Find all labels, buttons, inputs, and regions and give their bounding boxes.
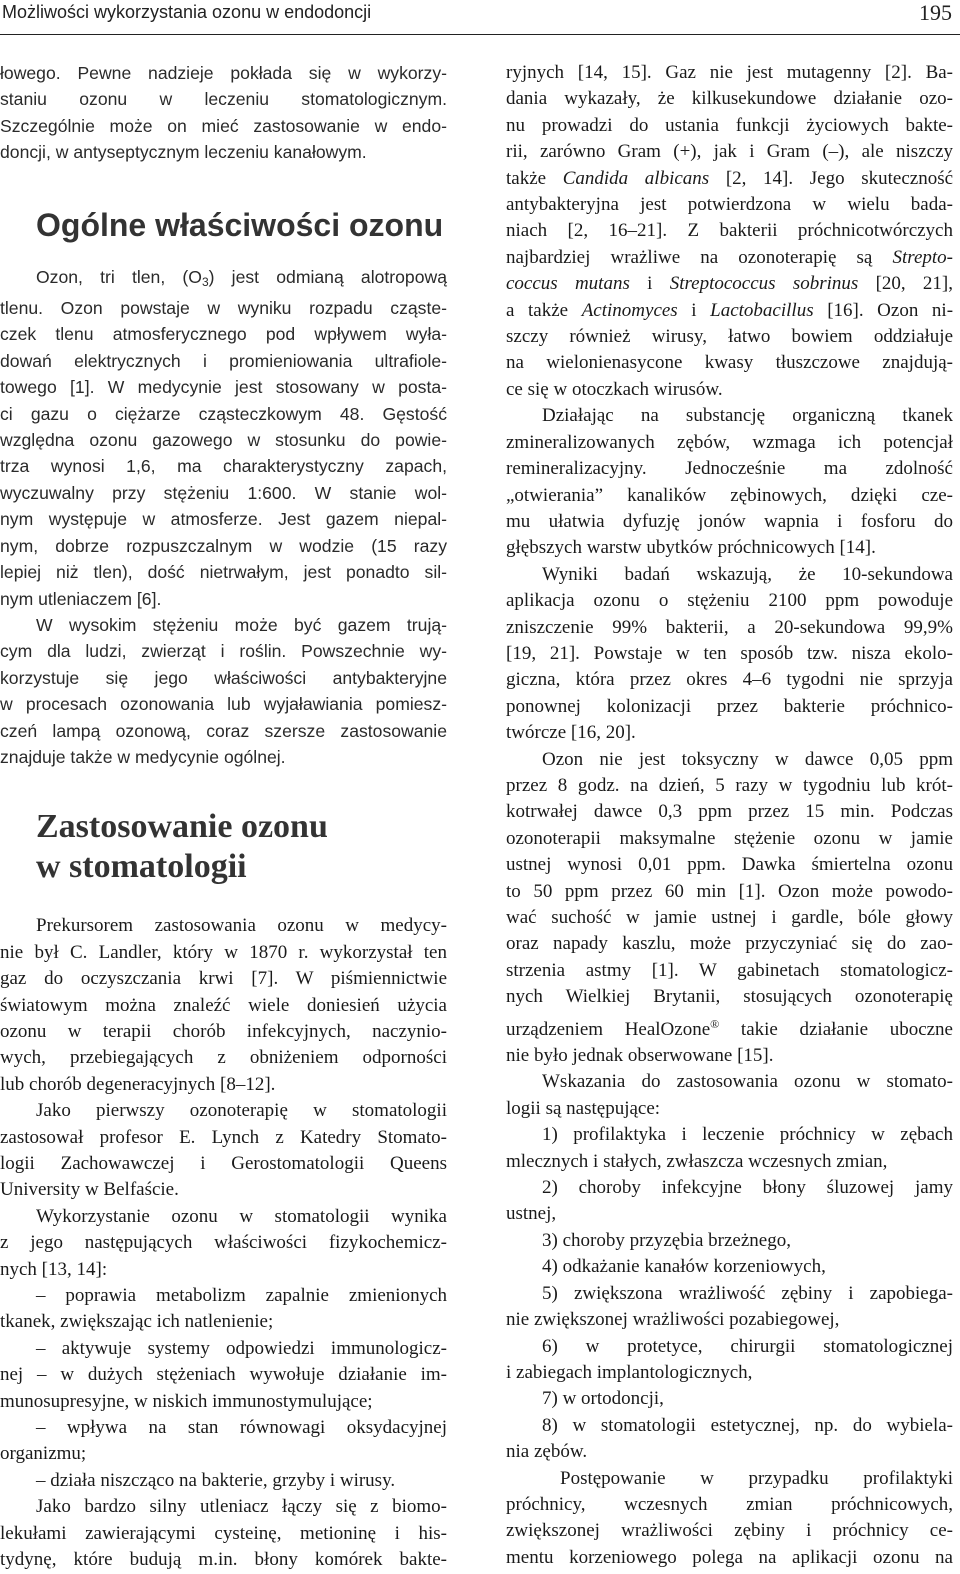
text-line: 3) choroby przyzębia brzeżnego, <box>542 1229 791 1251</box>
running-header <box>0 0 960 35</box>
text-line: organizmu; <box>0 1443 87 1465</box>
list-item <box>506 1122 953 1175</box>
page-number: 195 <box>919 0 952 25</box>
text-fragment: takie działanie uboczne <box>719 1018 953 1040</box>
text-line: ozonoterapii maksymalne stężenie ozonu w jamie <box>506 827 953 849</box>
text-line: mentu korzeniowego polega na aplikacji ozonu na <box>506 1546 953 1568</box>
antibacterial-paragraph <box>506 60 953 403</box>
text-line: zniszczenie 99% bakterii, a 20-sekundowa 99,9% <box>506 616 953 638</box>
text-line: to 50 ppm przez 60 min [1]. Ozon może powodo- <box>506 880 953 902</box>
text-line: dowań elektrycznych i promieniowania ultrafiole- <box>0 350 447 371</box>
text-line: rii, zarówno Gram (+), jak i Gram (–), ale niszczy <box>506 141 953 163</box>
text-line: 2) choroby infekcyjne błony śluzowej jamy <box>542 1177 953 1199</box>
text-line: wych, przebiegających z obniżeniem odporności <box>0 1047 447 1069</box>
text-line: ozonu w terapii chorób infekcyjnych, naczynio- <box>0 1020 447 1042</box>
text-line <box>506 166 953 192</box>
text-fragment: i <box>629 273 670 295</box>
text-line: cym dla ludzi, zwierząt i roślin. Powszechnie wy- <box>0 641 447 662</box>
text-line: ci gazu o ciężarze cząsteczkowym 48. Gęstość <box>0 403 447 424</box>
text-line: oraz napady kaszlu, może przyczyniać się do zao- <box>506 933 953 955</box>
text-line: twórcze [16, 20]. <box>506 722 636 744</box>
landler-paragraph <box>0 913 447 1098</box>
text-line: gaz do oczyszczania krwi [7]. W piśmiennictwie <box>0 968 447 990</box>
text-line: czek tlenu atmosferycznego pod wpływem wyła- <box>0 324 447 345</box>
text-line: głębszych warstw ubytków próchnicowych [14]. <box>506 537 876 559</box>
lynch-paragraph <box>0 1098 447 1204</box>
text-line: nia zębów. <box>506 1441 588 1463</box>
text-line: 8) w stomatologii estetycznej, np. do wybiela- <box>542 1414 953 1436</box>
text-line: i zabiegach implantologicznych, <box>506 1361 753 1383</box>
section-heading-properties: Ogólne właściwości ozonu <box>36 206 444 243</box>
text-line: – działa niszcząco na bakterie, grzyby i wirusy. <box>36 1469 396 1491</box>
list-item <box>506 1334 953 1387</box>
text-line: mlecznych i stałych, zwłaszcza wczesnych zmian, <box>506 1150 888 1172</box>
text-line: – wpływa na stan równowagi oksydacyjnej <box>36 1417 447 1439</box>
text-line: nie był C. Landler, który w 1870 r. wykorzystał ten <box>0 941 447 963</box>
text-line: giczna, która przez okres 4–6 tygodni nie sprzyja <box>506 669 953 691</box>
toxicity-paragraph <box>0 612 447 770</box>
running-title: Możliwości wykorzystania ozonu w endodoncji <box>2 2 372 22</box>
text-line: korzystuje się jego właściwości antybakteryjne <box>0 667 447 688</box>
list-item <box>0 1283 447 1336</box>
text-line: lekułami zawierającymi cysteinę, metioninę i his- <box>0 1522 447 1544</box>
text-line: ustnej wynosi 0,01 ppm. Dawka śmiertelna ozonu <box>506 854 953 876</box>
text-line: munosupresyjne, w niskich immunostymulujące; <box>0 1390 373 1412</box>
text-line: światowym można znaleźć wiele doniesień użycia <box>0 994 447 1016</box>
text-fragment: a także <box>506 299 582 321</box>
text-line: względna ozonu gazowego w stosunku do powie- <box>0 430 447 451</box>
text-line: Jako bardzo silny utleniacz łączy się z biomo- <box>36 1496 447 1518</box>
text-line: wać suchość w jamie ustnej i gardle, bóle głowy <box>506 907 953 928</box>
section-heading-dentistry <box>0 807 447 887</box>
text-line: nej – w dużych stężeniach wywołuje działanie im- <box>0 1364 447 1386</box>
text-line: Prekursorem zastosowania ozonu w medycy- <box>36 915 447 937</box>
text-line: ustnej, <box>506 1203 557 1225</box>
text-line: Wskazania do zastosowania ozonu w stomato- <box>542 1071 953 1093</box>
text-line: zwiększonej wrażliwości zębiny i próchnicy ce- <box>506 1520 953 1542</box>
text-line <box>0 264 447 295</box>
text-line: W wysokim stężeniu może być gazem trują- <box>36 614 447 635</box>
text-line: 6) w protetyce, chirurgii stomatologicznej <box>542 1335 953 1357</box>
text-line: [19, 21]. Powstaje w ten sposób tzw. nisza ekolo- <box>506 642 953 664</box>
text-line: 5) zwiększona wrażliwość zębiny i zapobiega- <box>542 1282 953 1304</box>
text-line: 4) odkażanie kanałów korzeniowych, <box>542 1256 826 1278</box>
text-line: aplikacja ozonu o stężeniu 2100 ppm powoduje <box>506 590 953 612</box>
text-line <box>506 271 953 297</box>
text-line: ryjnych [14, 15]. Gaz nie jest mutagenny [2]. Ba- <box>506 62 953 83</box>
text-line: Wykorzystanie ozonu w stomatologii wynika <box>36 1205 447 1227</box>
text-line: Działając na substancję organiczną tkanek <box>542 405 953 427</box>
text-line: 1) profilaktyka i leczenie próchnicy w zębach <box>542 1124 953 1146</box>
text-line: logii Zachowawczej i Gerostomatologii Queens <box>0 1153 447 1174</box>
text-line: nych [13, 14]: <box>0 1258 108 1280</box>
text-fragment: urządzeniem HealOzone <box>506 1018 711 1040</box>
text-line: Ozon nie jest toksyczny w dawce 0,05 ppm <box>542 748 953 770</box>
text-fragment: Ozon, tri tlen, (O <box>36 266 202 287</box>
left-column <box>0 60 447 1574</box>
text-line: nu prowadzi do ustania funkcji życiowych bakte- <box>506 114 953 136</box>
text-line: szczy również wirusy, łatwo bowiem oddziałuje <box>506 326 953 348</box>
results-paragraph <box>506 562 953 747</box>
oxidant-paragraph <box>0 1494 447 1573</box>
text-fragment: [2, 14]. Jego skuteczność <box>709 167 954 189</box>
text-line: Postępowanie w przypadku profilaktyki <box>560 1467 953 1489</box>
text-line: mu ułatwia dyfuzję jonów wapnia i fosforu do <box>506 510 953 532</box>
text-line: – aktywuje systemy odpowiedzi immunologicz- <box>36 1337 447 1359</box>
text-line: 7) w ortodoncji, <box>542 1388 664 1410</box>
text-line <box>506 1011 953 1043</box>
list-item <box>506 1254 953 1280</box>
text-line: towego [1]. W medycynie jest stosowany w posta- <box>0 377 447 398</box>
text-line: staniu ozonu w leczeniu stomatologicznym. <box>0 89 447 110</box>
list-item <box>506 1281 953 1334</box>
text-line <box>506 298 953 324</box>
text-line: ce się w otoczkach wirusów. <box>506 378 723 400</box>
ozone-properties-paragraph <box>0 264 447 612</box>
text-line: próchnicy, wczesnych zmian próchnicowych, <box>506 1493 953 1515</box>
text-line: przez 8 godz. na dzień, 5 razy w tygodniu lub krót- <box>506 774 953 796</box>
text-line: nym, dobrze rozpuszczalnym w wodzie (15 razy <box>0 535 447 556</box>
text-line: nie było jednak obserwowane [15]. <box>506 1045 774 1067</box>
text-fragment: także <box>506 167 563 189</box>
text-line: w procesach ozonowania lub wyjaławiania pomiesz- <box>0 694 447 715</box>
text-line: nym występuje w atmosferze. Jest gazem niepal- <box>0 509 447 530</box>
text-line: logii są następujące: <box>506 1097 661 1119</box>
intro-paragraph <box>0 60 447 166</box>
text-line: kotrwałej dawce 0,3 ppm przez 15 min. Podczas <box>506 801 953 823</box>
text-line: ponownej kolonizacji przez bakterie próchnico- <box>506 695 953 717</box>
text-line: „otwierania” kanalików zębinowych, dzięki cze- <box>506 484 953 506</box>
text-line: – poprawia metabolizm zapalnie zmienionych <box>36 1285 447 1307</box>
text-line: niach [2, 16–21]. Z bakterii próchnicotwórczych <box>506 220 953 242</box>
list-item <box>506 1228 953 1254</box>
text-line: wyczuwalny przy stężeniu 1:600. W stanie wol- <box>0 482 447 503</box>
heading-line: Zastosowanie ozonu <box>36 808 328 846</box>
registered-mark: ® <box>710 1016 720 1031</box>
text-fragment: i <box>677 299 711 321</box>
list-item <box>506 1175 953 1228</box>
indications-paragraph <box>506 1069 953 1122</box>
species-name: Candida albicans <box>562 167 710 189</box>
text-line: antybakteryjna jest potwierdzona w wielu bada- <box>506 194 953 216</box>
list-item <box>506 1386 953 1412</box>
species-name: Streptococcus sobrinus <box>669 273 859 295</box>
text-line: Szczególnie może on mieć zastosowanie w endo- <box>0 115 447 136</box>
text-line: nych Wielkiej Brytanii, stosujących ozonoterapię <box>506 986 953 1008</box>
text-line <box>506 245 953 271</box>
list-item <box>0 1415 447 1468</box>
text-line: nie zwiększonej wrażliwości pozabiegowej, <box>506 1309 840 1331</box>
text-line: Jako pierwszy ozonoterapię w stomatologii <box>36 1100 447 1122</box>
text-line: tkanek, zwiększając ich natlenienie; <box>0 1311 274 1333</box>
species-name: Lactobacillus <box>710 299 814 321</box>
text-line: z jego następujących właściwości fizykochemicz- <box>0 1232 447 1254</box>
text-fragment: ) jest odmianą alotropową <box>208 266 447 287</box>
text-line: doncji, w antyseptycznym leczeniu kanałowym. <box>0 142 367 163</box>
list-item <box>506 1413 953 1466</box>
text-line: czeń lampą ozonową, coraz szersze zastosowanie <box>0 720 447 741</box>
right-column <box>506 60 953 1571</box>
subscript: 3 <box>201 274 209 289</box>
species-name: Strepto- <box>892 246 953 268</box>
text-line: Wyniki badań wskazują, że 10-sekundowa <box>542 563 953 585</box>
text-fragment: [16]. Ozon ni- <box>813 299 954 321</box>
text-line: nym utleniaczem [6]. <box>0 588 162 609</box>
properties-intro-paragraph <box>0 1204 447 1283</box>
species-name: Actinomyces <box>581 299 678 321</box>
text-line: remineralizacyjny. Jednocześnie ma zdolność <box>506 458 953 480</box>
list-item <box>0 1468 447 1494</box>
heading-line: w stomatologii <box>36 848 247 886</box>
procedure-paragraph <box>506 1466 953 1572</box>
text-line: lepiej niż tlen), dość nietrwałym, jest ponadto sil- <box>0 562 447 583</box>
tissue-paragraph <box>506 403 953 561</box>
list-item <box>0 1336 447 1415</box>
text-line: strzenia astmy [1]. W gabinetach stomatologicz- <box>506 959 953 981</box>
text-line: lub chorób degeneracyjnych [8–12]. <box>0 1073 276 1095</box>
text-line: zastosował profesor E. Lynch z Katedry Stomato- <box>0 1126 447 1148</box>
text-line: łowego. Pewne nadzieje pokłada się w wykorzy- <box>0 63 447 83</box>
text-line: na wielonienasycone kwasy tłuszczowe znajdują- <box>506 352 953 374</box>
text-fragment: najbardziej wrażliwe na ozonoterapię są <box>506 246 893 268</box>
text-line: trza wynosi 1,6, ma charakterystyczny zapach, <box>0 456 447 477</box>
text-line: zmineralizowanych zębów, wzmaga ich potencjał <box>506 431 953 453</box>
text-line: tlenu. Ozon powstaje w wyniku rozpadu cząste- <box>0 298 447 319</box>
text-line: znajduje także w medycynie ogólnej. <box>0 746 286 767</box>
text-fragment: [20, 21], <box>858 273 953 295</box>
dose-paragraph <box>506 747 953 1070</box>
text-line: University w Belfaście. <box>0 1179 179 1201</box>
text-line: dania wykazały, że kilkusekundowe działanie ozo- <box>506 88 953 110</box>
species-name: coccus mutans <box>506 273 630 295</box>
text-line: tydynę, które budują m.in. błony komórek bakte- <box>0 1549 447 1571</box>
